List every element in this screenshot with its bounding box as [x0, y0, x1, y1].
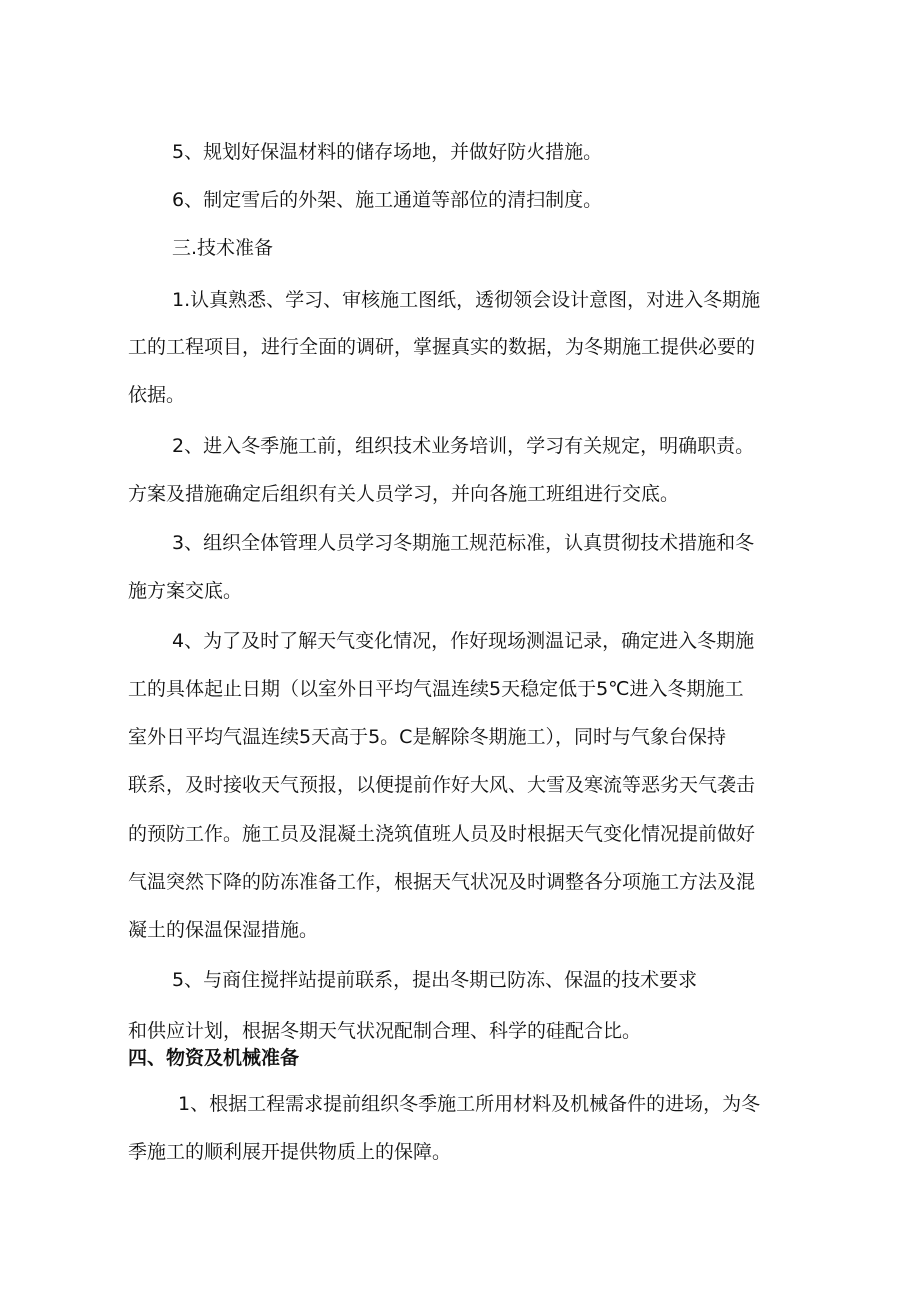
paragraph-tech-1-line-1: 1.认真熟悉、学习、审核施工图纸，透彻领会设计意图，对进入冬期施 [172, 289, 761, 311]
paragraph-tech-4-line-3: 室外日平均气温连续5天高于5。C是解除冬期施工），同时与气象台保持 [128, 726, 726, 748]
paragraph-tech-1-line-2: 工的工程项目，进行全面的调研，掌握真实的数据，为冬期施工提供必要的 [128, 336, 756, 358]
section-heading-technical-prep: 三.技术准备 [172, 237, 274, 259]
paragraph-tech-4-line-7: 凝土的保温保湿措施。 [128, 919, 319, 941]
paragraph-tech-5-line-2: 和供应计划，根据冬期天气状况配制合理、科学的硅配合比。 [128, 1020, 642, 1042]
paragraph-tech-5-line-1: 5、与商住搅拌站提前联系，提出冬期已防冻、保温的技术要求 [172, 969, 698, 991]
paragraph-tech-4-line-2: 工的具体起止日期（以室外日平均气温连续5天稳定低于5℃进入冬期施工 [128, 678, 744, 700]
paragraph-tech-2-line-1: 2、进入冬季施工前，组织技术业务培训，学习有关规定，明确职责。 [172, 435, 755, 457]
paragraph-tech-3-line-1: 3、组织全体管理人员学习冬期施工规范标准，认真贯彻技术措施和冬 [172, 532, 755, 554]
paragraph-tech-1-line-3: 依据。 [128, 384, 186, 406]
paragraph-materials-1-line-1: 1、根据工程需求提前组织冬季施工所用材料及机械备件的进场，为冬 [178, 1093, 761, 1115]
paragraph-tech-4-line-1: 4、为了及时了解天气变化情况，作好现场测温记录，确定进入冬期施 [172, 630, 755, 652]
paragraph-tech-4-line-5: 的预防工作。施工员及混凝土浇筑值班人员及时根据天气变化情况提前做好 [128, 823, 756, 845]
paragraph-cleaning-line-1: 6、制定雪后的外架、施工通道等部位的清扫制度。 [172, 189, 603, 211]
paragraph-storage-line-1: 5、规划好保温材料的储存场地，并做好防火措施。 [172, 141, 603, 163]
paragraph-tech-4-line-4: 联系，及时接收天气预报，以便提前作好大风、大雪及寒流等恶劣天气袭击 [128, 774, 756, 796]
paragraph-tech-4-line-6: 气温突然下降的防冻准备工作，根据天气状况及时调整各分项施工方法及混 [128, 871, 756, 893]
paragraph-tech-2-line-2: 方案及措施确定后组织有关人员学习，并向各施工班组进行交底。 [128, 483, 680, 505]
paragraph-tech-3-line-2: 施方案交底。 [128, 580, 243, 602]
section-heading-materials-machinery: 四、物资及机械准备 [128, 1047, 300, 1069]
paragraph-materials-1-line-2: 季施工的顺利展开提供物质上的保障。 [128, 1141, 452, 1163]
